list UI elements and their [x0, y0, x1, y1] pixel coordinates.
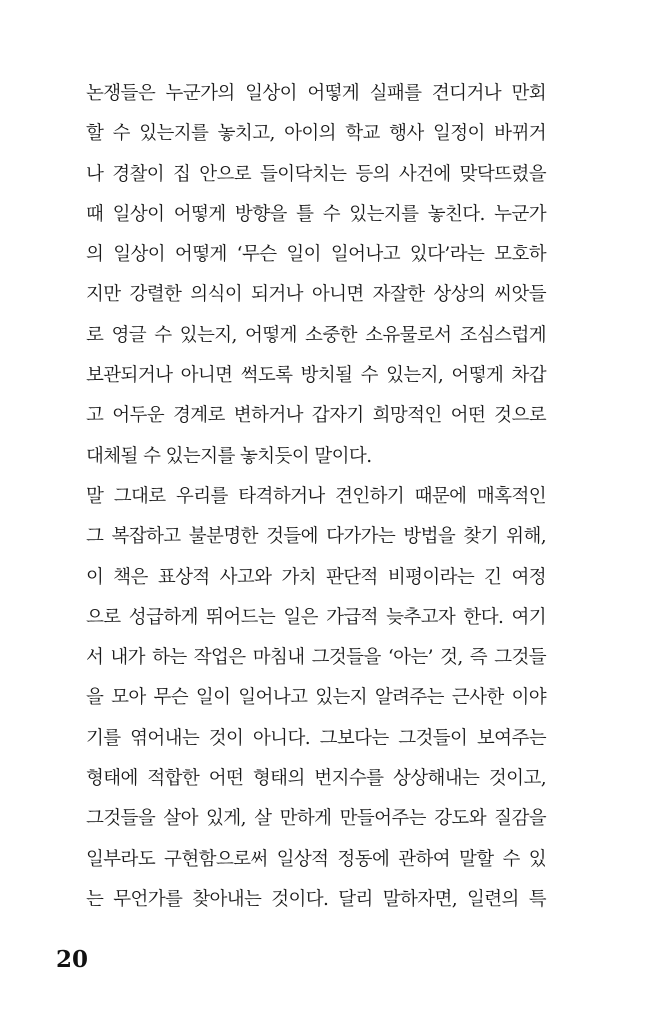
text-line: 할 수 있는지를 놓치고, 아이의 학교 행사 일정이 바뀌거 — [86, 123, 546, 145]
text-line: 로 영글 수 있는지, 어떻게 소중한 소유물로서 조심스럽게 — [86, 324, 546, 346]
text-line: 때 일상이 어떻게 방향을 틀 수 있는지를 놓친다. 누군가 — [86, 203, 546, 225]
text-line: 나 경찰이 집 안으로 들이닥치는 등의 사건에 맞닥뜨렸을 — [86, 163, 546, 185]
text-line: 을 모아 무슨 일이 일어나고 있는지 알려주는 근사한 이야 — [86, 687, 546, 709]
page-number: 20 — [56, 946, 89, 973]
text-line: 그 복잡하고 불분명한 것들에 다가가는 방법을 찾기 위해, — [86, 526, 546, 548]
text-line: 고 어두운 경계로 변하거나 갑자기 희망적인 어떤 것으로 — [86, 405, 546, 427]
text-line: 보관되거나 아니면 썩도록 방치될 수 있는지, 어떻게 차갑 — [86, 365, 546, 387]
text-line: 일부라도 구현함으로써 일상적 정동에 관하여 말할 수 있 — [86, 848, 546, 870]
text-line: 대체될 수 있는지를 놓치듯이 말이다. — [86, 445, 372, 467]
body-text — [86, 74, 546, 920]
text-line: 으로 성급하게 뛰어드는 일은 가급적 늦추고자 한다. 여기 — [86, 606, 546, 628]
text-line: 기를 엮어내는 것이 아니다. 그보다는 그것들이 보여주는 — [86, 727, 546, 749]
text-line: 말 그대로 우리를 타격하거나 견인하기 때문에 매혹적인 — [86, 485, 546, 507]
text-line: 의 일상이 어떻게 ‘무슨 일이 일어나고 있다’라는 모호하 — [86, 244, 546, 266]
text-line: 서 내가 하는 작업은 마침내 그것들을 ‘아는’ 것, 즉 그것들 — [86, 647, 546, 669]
text-line: 는 무언가를 찾아내는 것이다. 달리 말하자면, 일련의 특 — [86, 888, 546, 910]
text-line: 그것들을 살아 있게, 살 만하게 만들어주는 강도와 질감을 — [86, 808, 546, 830]
text-line: 형태에 적합한 어떤 형태의 번지수를 상상해내는 것이고, — [86, 768, 546, 790]
text-line: 이 책은 표상적 사고와 가치 판단적 비평이라는 긴 여정 — [86, 566, 546, 588]
text-line: 지만 강렬한 의식이 되거나 아니면 자잘한 상상의 씨앗들 — [86, 284, 546, 306]
text-line: 논쟁들은 누군가의 일상이 어떻게 실패를 견디거나 만회 — [86, 83, 546, 104]
